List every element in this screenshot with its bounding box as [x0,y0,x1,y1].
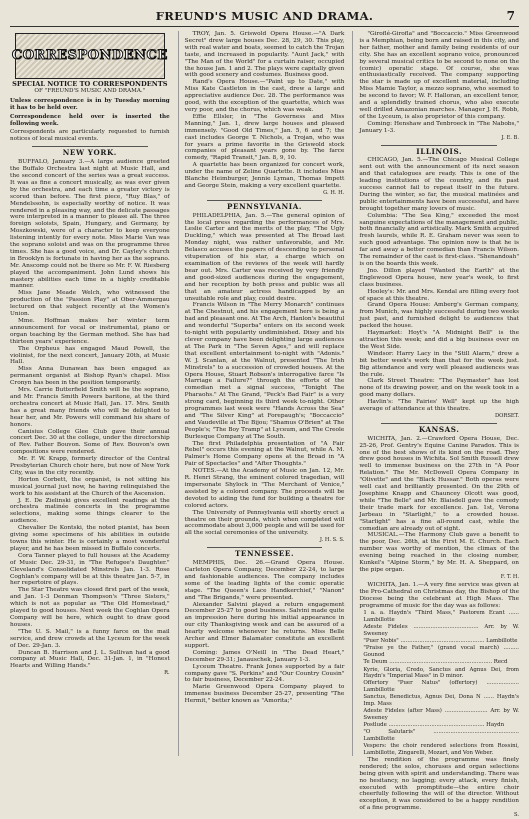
column-3 [352,31,520,819]
programme-item: Sanctus, Benedictus, Agnus Dei, Dona N ...... Haydn's Imp. Mass [363,694,520,707]
article-paragraph: Haymarket: Hoyt's "A Midnight Bell" is the attraction this week; and did a big business over on the West Side. [359,330,520,350]
article-paragraph: Lyceum Theatre. Frank Jones supported by a fair company gave "S. Perkins" and "Our Country Cousin" to fair business, December 22-24. [184,663,345,684]
column-2 [178,31,345,756]
masthead-logo-text: CORRESPONDENCE [11,47,168,63]
article-paragraph: Jno. Dillon played "Wanted the Earth" at the Englewood Opera house, new year's week, to first class business. [359,267,520,288]
notice-title: SPECIAL NOTICE TO CORRESPONDENTS [12,80,168,88]
article-paragraph: Miss Anna Dunawan has been engaged as permanent organist at Bishop Ryan's chapel. Miss Cronyn has been in the position temporarily. [10,366,170,387]
programme-item: Kyrie, Gloria, Credo, Sanctus and Agnus Dei, from Haydn's "Imperial Mass" in D minor. [363,666,520,680]
column-1 [10,31,170,756]
programme-item: "O Salutaris" .................................................. Lambillotte [363,729,520,742]
programme-item: 1 a. a. Haydn's "Third Mass," Pastorem Ecant ...... Lambillotte [363,610,520,623]
masthead-logo [11,33,168,79]
page-number: 7 [506,9,515,23]
article-paragraph: Mrs. Carrie Butterfield Smith will be the soprano, and Mr. Francis Smith Powers baritone, at the third orchestra concert at Music Hall, Jan. 17. Mrs. Smith has a great many friends who will be delighted to hear her, and Mr. Powers will command his share of honors. [10,387,170,428]
divider [381,423,497,424]
notice-line: Correspondents are particularly requested to furnish notices of local musical events. [10,129,170,143]
article-paragraph: The Orpheus has engaged Maud Powell, the violinist, for the next concert, January 20th, at Music Hall. [10,345,170,366]
divider [32,146,148,147]
programme-item: Adeste Fideles ...................................... Arr. by W. Sweeney [363,624,520,637]
notice-subtitle: OF "FREUND'S MUSIC AND DRAMA." [34,87,146,94]
article-paragraph: Alexander Salvini played a return engagement December 25-27 to good business. Salvini made quite an impression here during his initial appearance in our city Thanksgiving week and can be assured of a hearty welcome whenever he returns. Miss Belle Archer and Elmer Balamater constitute an excellent support. [184,601,345,649]
article-paragraph: Canisius College Glee Club gave their annual concert Dec. 30 at the college, under the directorship of Rev. Father Bouvon. Some of Rev. Bouvon's own compositions were rendered. [10,428,170,456]
article-paragraph: Mr. F. W. Krapp, formerly director of the Central Presbyterian Church choir here, but now of New York City, was in the city recently. [10,456,170,476]
article-paragraph: WICHITA, Jan. 2.—Crawford Opera House, Dec. 25-26, Prof. Gentry's Equine Canine Paradox. This is one of the best shows of its kind on the road. They drew good houses in Wichita. Sol Smith Russell drew well to immense business on the 27th in "A Poor Relation." The Mr. McDowell Opera Company in "Olivette" and the "Black Hussar." Both operas were well cast and brilliantly presented. On the 29th of Josephine Knapp and Chauncey Olcott was good, while "The Belle" and Mr. Blaisdell gave the comedy their trade mark for excellence. Jan. 1st, Verona Jarbeau in "Starlight," to a crowded house. "Starlight" has a fine all-round cast, while the comedian are already out of sight. [359,435,520,532]
notice-line: Unless correspondence is in by Tuesday morning it has to be held over. [10,97,170,111]
article-paragraph: Windsor: Harry Lacy in the "Still Alarm," drew a bit better week's work than that for the week just. Big attendance and very well pleased audiences was the rule. [359,350,520,378]
programme-item: Adeste Fideles (after Mass) ......................... Arr. by W. Sweeney [363,708,520,721]
divider [207,200,323,201]
article-paragraph: Mme. Hoffman makes her winter term announcement for vocal or instrumental, piano or organ teaching by the German method. She has had thirteen years' experience. [10,318,170,345]
divider [207,547,323,548]
section-heading-illinois: ILLINOIS. [416,146,463,156]
section-heading-new-york: NEW YORK. [62,148,117,158]
article-paragraph: Columbia: "The Sea King," exceeded the most sanguine expectations of the management and public, both financially and artistically. Mark Smith acquired fresh laurels, while R. E. Graham never was seen to such good advantage. The opinion now is that he is far and away a better comedian than Francis Wilson. The remainder of the cast is first-class. "Shenandoah" is on the boards this week. [359,212,520,267]
article-paragraph: Miss Jane Meade Welch, who witnessed the production of the "Passion Play" at Ober-Ammergau lectured on that subject recently at the Women's Union. [10,290,170,318]
article-paragraph: NOTES.—At the Academy of Music on Jan. 12, Mr. R. Henri Strang, the eminent colored tragedian, will impersonate Shylock in "The Merchant of Venice," assisted by a colored company. The proceeds will be devoted to aiding the fund for building a theatre for colored actors. [184,468,345,509]
article-paragraph: Marie Greenwood Opera Company played to immense business December 25-27, presenting "The Hermit," better known as "Amorita;" [184,684,345,705]
signature: J. E. B. [501,134,520,141]
signature: G. H. H. [323,189,345,196]
section-heading-kansas: KANSAS. [418,424,460,434]
article-paragraph: CHICAGO, Jan. 5.—The Chicago Musical College sent out with the announcement of its next season and that catalogues are ready. This is one of the leading institutions of the country, and its past success cannot fail to repeat itself in the future. During the winter, so far, the musical matinées and public entertainments have been successful, and have brought together many lovers of music. [359,157,520,212]
article-paragraph: Francis Wilson in "The Merry Monarch" continues at The Chestnut, and his engagement here is being a bad and pleasant one. At The Arch, Hanlon's beautiful and wonderful "Superba" enters on its second week to-night with popularity undiminished. Dixey and his clever company have been delighting large audiences at The Park in "The Seven Ages," and will replace that excellent entertainment to-night with "Adonis." W. J. Scanlan, at the Walnut, presented "The Irish Minstrels" to a succession of crowded houses. At the Opera House, Stuart Robson's interrogative farce "Is Marriage a Failure?" through the efforts of the comedian met a signal success, "Tonight The Pharaohs." At The Grand, "Peck's Bad Fair" is a very strong card, beginning its third week to-night. Other programmes last week were "Hands Across the Sea" and "The Silver King" at Forepaugh's; "Boccaccio" and Vaudeville at The Bijou; "Shamus O'Brien" at The People's; "The Boy Tramp" at Lyceum, and The Creole Burlesque Company at The South. [184,302,345,440]
article-paragraph: Havlin's: "The Fairies' Well" kept up the high average of attendance at this theatre. [359,399,520,413]
article-paragraph: Clark Street Theatre: "The Paymaster" has lost none of its drawing power, and on the week took in a good many dollars. [359,378,520,399]
publication-title: FREUND'S MUSIC AND DRAMA. [155,9,374,23]
programme-item: Te Deum ............................................................ Recd [363,659,508,666]
signature: S. [513,812,520,819]
section-heading-pennsylvania: PENNSYLVANIA. [227,201,302,211]
article-paragraph: Coming: James O'Neill in "The Dead Heart," December 29-31; Janauschek, January 1-3. [184,649,345,663]
article-paragraph: The first Philadelphia presentation of "A Fair Rebel" occurs this evening at the Walnut, while A. M. Palmer's Home Company opens at the Broad in "A Pair of Spectacles" and "After Thoughts." [184,440,345,468]
article-paragraph: Rand's Opera House.—"Paint up to Date," with Miss Kate Castleton in the cast, drew a large and appreciative audience Dec. 28. The performance was good, with the exception of the quartette, which was very poor, and the chorus, which was weak. [184,79,345,113]
signature: R. [164,670,170,677]
notice-line: Correspondence held over is inserted the following week. [10,113,170,127]
page-header [10,6,519,27]
article-paragraph: MUSICAL.—The Harmony Club gave a benefit to the poor, Dec. 26th, at the First M. E. Church. Each number was worthy of mention, the climax of the evening being reached in the closing number, Kunkel's "Alpine Storm," by Mr. H. A. Sheppard, on the pipe organ. [359,532,520,573]
signature: F. T. H. [500,573,520,580]
article-paragraph: WICHITA, Jan. 1.—A very fine service was given at the Pro-Cathedral on Christmas day, the Bishop of the Diocese being the celebrant at High Mass. The programme of music for the day was as follows: [359,581,520,609]
columns [10,31,520,819]
article-paragraph: A quartette has been organized for concert work, under the name of Zeline Quartette. It includes Miss Blanche Heimburger, Jennie Lyman, Thomas Impett and George Stein, making a very excellent quartette. [184,162,345,189]
article-paragraph: Effie Ellsler, in "The Governess and Miss Manning," Jan. 1, drew large houses and pleased immensely. "Good Old Times," Jan. 5, 6 and 7; the cast includes George T. Nichols, a Trojan, who was for years a prime favorite in the Griswold stock companies of pleasant years gone by. The farce comedy, "Rapid Transit," Jan. 8, 9, 10. [184,113,345,162]
music-programme [359,610,519,756]
article-paragraph: Duncan B. Harrison and J. L. Sullivan had a good company at Music Hall, Dec. 31-Jan. 1, in "Honest Hearts and Willing Hands." [10,649,170,670]
article-paragraph: The Star Theatre was closed first part of the week, and Jan. 1-3 Denman Thompson's "Three Sisters," which is not as popular as "The Old Homestead," played to good houses. Next week the Coghlan Opera Company will be here, which ought to draw good houses. [10,587,170,628]
article-paragraph: PHILADELPHIA, Jan. 5.—The general opinion of the local press regarding the performances of Mrs. Leslie Carter and the merits of the play, "The Ugly Duckling," which was presented at The Broad last Monday night, was rather unfavorable, and Mr. Belasco accuses the papers of descending to personal vituperation of his star, a charge which on examination of the reviews of the week will hardly bear out. Mrs. Carter was received by very friendly and good-sized audiences during the engagement, and her reception by both press and public was all that an amateur actress handicapped by an unsuitable role and play, could desire. [184,212,345,302]
article-paragraph: "Giroflé-Girofla" and "Boccaccio." Miss Greenwood is a Memphian, being born and raised in this city, and her father, mother and family being residents of our city. She has an excellent soprano voice, pronounced by several musical critics to be second to none on the (comic) operatic stage. Of course, she was enthusiastically received. The company supporting the star is made up of excellent material, including Miss Mamie Taylor, a mezzo soprano, who seemed to be second to favor; W. F. Halloran, an excellent tenor, and a splendidly trained chorus, who also execute well drilled Amazonian marches. Manager J. H. Robb, of the Lyceum, is also proprietor of this company. [359,31,520,120]
article-paragraph: Grand Opera House: Amberg's German company, from Munich, was highly successful during two weeks just past, and furnished delight to audiences that packed the house. [359,302,520,330]
article-paragraph: "The U. S. Mail," is a funny farce on the mail service, and drew crowds at the Lyceum for the week of Dec. 29-Jan. 3. [10,628,170,649]
section-heading-tennessee: TENNESSEE. [234,549,295,559]
correspondence-masthead [10,33,170,79]
programme-item: Vespers: the choir rendered selections from Rossini, Lambillotte, Zingarelli, Mozart, and Von Weber. [363,743,520,756]
article-paragraph: TROY, Jan. 5. Griswold Opera House.—"A Dark Secret" drew large houses Dec. 28, 29, 30. This play, with real water and boats, seemed to catch the Trojan taste, and increased in popularity. "Aunt Jack," with "The Man of the World" for a curtain raiser, occupied the house Jan. 1 and 2. The plays were capitally given with good scenery and costumes. Business good. [184,31,345,79]
programme-item: "Puer Nobis" ................................................. Lambillotte [363,638,518,645]
article-paragraph: Horton Corbett, the organist, is not sitting his musical journal just now, he having relinquished the work to his assistant at the Church of the Ascension. [10,476,170,497]
article-paragraph: J. E. De Zielinski gives excellent readings at the orchestra matinée concerts in the programme selections, making some things clearer to the audience. [10,497,170,525]
signature: DORSET. [495,412,520,419]
article-paragraph: MEMPHIS, Dec. 26.—Grand Opera House. Carleton Opera Company, December 22-24, to large and fashionable audiences. The company includes some of the leading lights of the comic operatic stage. "The Queen's Lace Handkerchief," "Nanon" and "The Brigands," were presented. [184,560,345,601]
article-paragraph: The University of Pennsylvania will shortly erect a theatre on their grounds, which when completed will accommodate about 3,000 people and will be used for all the social ceremonies of the university. [184,509,345,537]
programme-item: Postlude ........................................................ Haydn [363,721,505,728]
article-paragraph: The rendition of the programme was finely rendered; the solos, choruses and organ selections being given with spirit and understanding. There was no hesitancy, no lagging; every attack, every finish, executed with promptitude—the entire choir cheerfully following the will of the director. Without exception, it was considered to be a happy rendition of a fine programme. [359,756,520,812]
article-paragraph: BUFFALO, January 3.—A large audience greeted the Buffalo Orchestra last night at Music Hall, and the second concert of the series was a great success. It was as fine a concert musically, as was ever given by the orchestra, and each time a greater victory is scored than before. The first piece, "Ruy Blas," of Mendelssohn, is especially worthy of notice. It was rendered in a pleasing way, and the delicate passages were interpreted in a manner to please all. The three foreign soloists, Spain, Hungary, and Germany, by Moszkowski, were of a character to keep everyone listening intently for every note. Miss Marie Van was the soprano soloist and was on the programme three times. She has a good voice, and Dr. Cayley's church in Brooklyn is fortunate in having her as the soprano. Mr. Anscomp could not be there so Mr. F. W. Riesberg played the accompaniment. John Lund shows his mastery abilities each time in a highly creditable manner. [10,159,170,290]
programme-item: "Praise ye the Father," (grand vocal march) ......... Gounod [363,645,520,658]
correspondents-notice [10,81,170,143]
article-paragraph: Hooley's: Mr. and Mrs. Kendal are filling every foot of space at this theatre. [359,288,520,302]
article-paragraph: Chevalier De Kontski, the noted pianist, has been giving some specimens of his abilities in outside towns this winter. He is certainly a most wonderful player, and he has been missed in Buffalo concerts. [10,525,170,552]
article-paragraph: Coming: Henshaw and Tenbroeck in "The Nabobs," January 1-3. [359,120,520,134]
programme-item: Offertory "Puer Natus" (offertory) ................... Lambillotte [363,680,520,693]
signature: J. H. S. S. [319,537,345,544]
divider [381,145,497,146]
article-paragraph: Cora Tanner played to full houses at the Academy of Music Dec. 29-31, in "The Refugee's Daughter." Cleveland's Consolidated Minstrels Jan. 1-3. Rose Coghlan's company will be at this theatre Jan. 5-7, in her repertoire of plays. [10,552,170,587]
